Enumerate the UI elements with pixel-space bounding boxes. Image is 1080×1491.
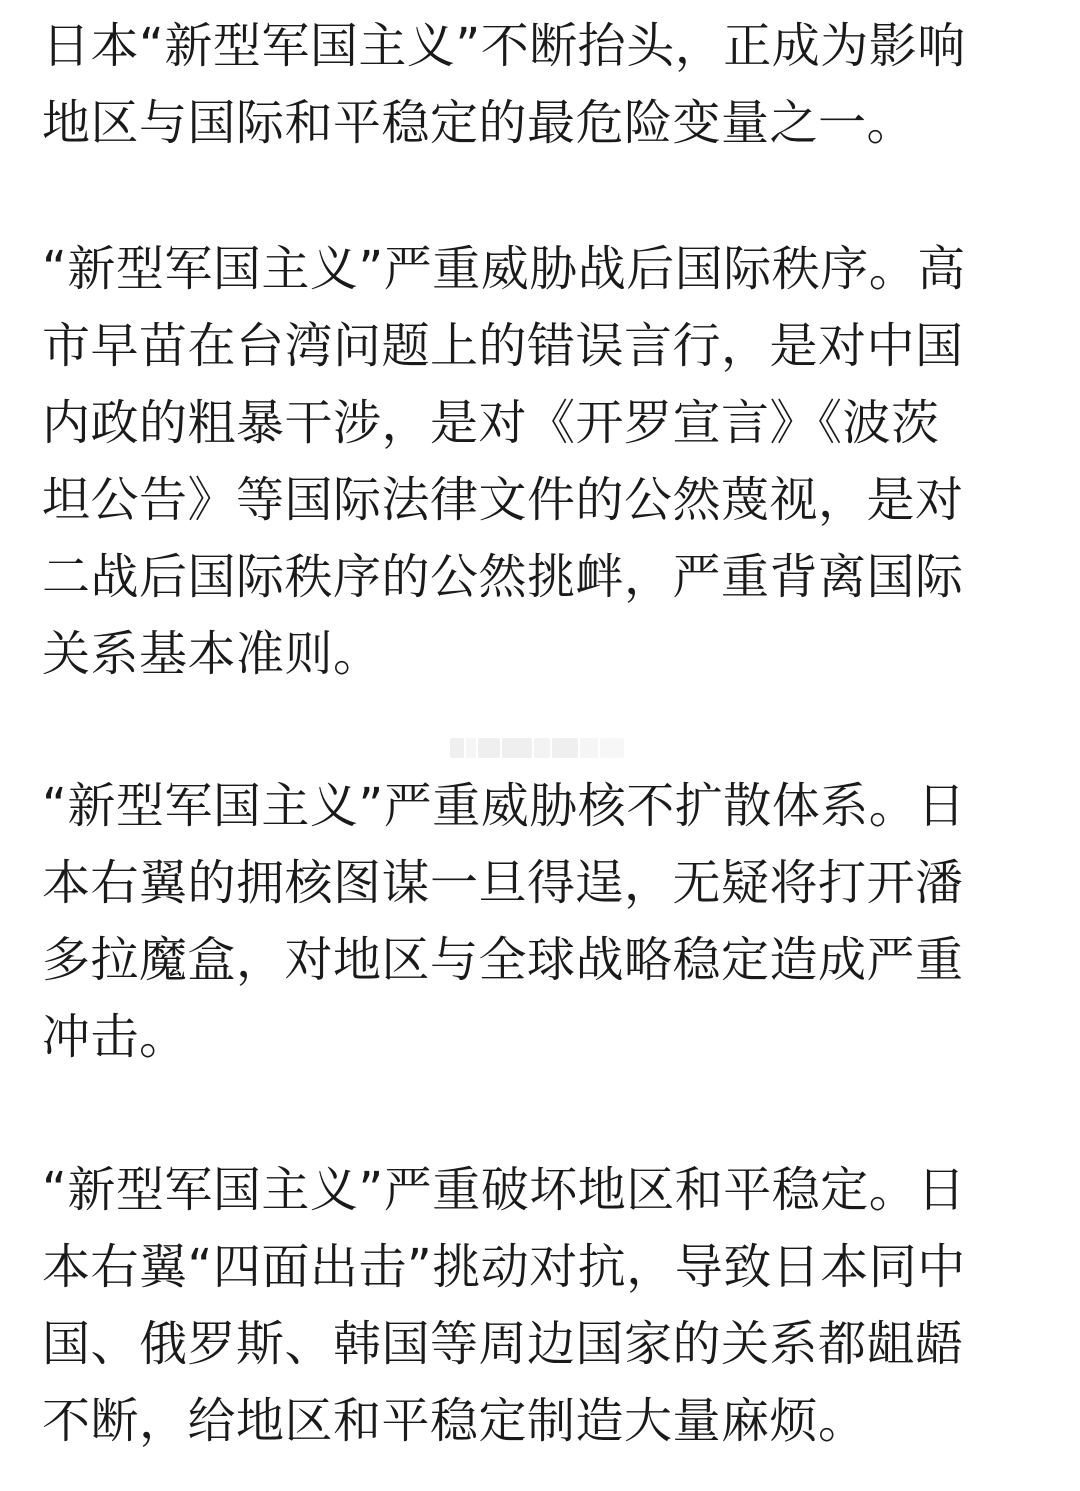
watermark: [450, 737, 630, 759]
paragraph-4: “新型军国主义”严重破坏地区和平稳定。日 本右翼“四面出击”挑动对抗，导致日本同中 国、俄罗斯、韩国等周边国家的关系都龃龉 不断，给地区和平稳定制造大量麻烦。: [42, 1162, 966, 1449]
article-body: [42, 8, 1042, 1449]
paragraph-2: “新型军国主义”严重威胁战后国际秩序。高 市早苗在台湾问题上的错误言行，是对中国 内政的粗暴干涉，是对《开罗宣言》《波茨 坦公告》等国际法律文件的公然蔑视，是对 二战后国际秩序的公然挑衅，严重背离国际 关系基本准则。: [42, 241, 966, 682]
paragraph-3: “新型军国主义”严重威胁核不扩散体系。日 本右翼的拥核图谋一旦得逞，无疑将打开潘 多拉魔盒，对地区与全球战略稳定造成严重 冲击。: [42, 778, 966, 1065]
paragraph-1: 日本“新型军国主义”不断抬头，正成为影响 地区与国际和平稳定的最危险变量之一。: [42, 18, 966, 151]
